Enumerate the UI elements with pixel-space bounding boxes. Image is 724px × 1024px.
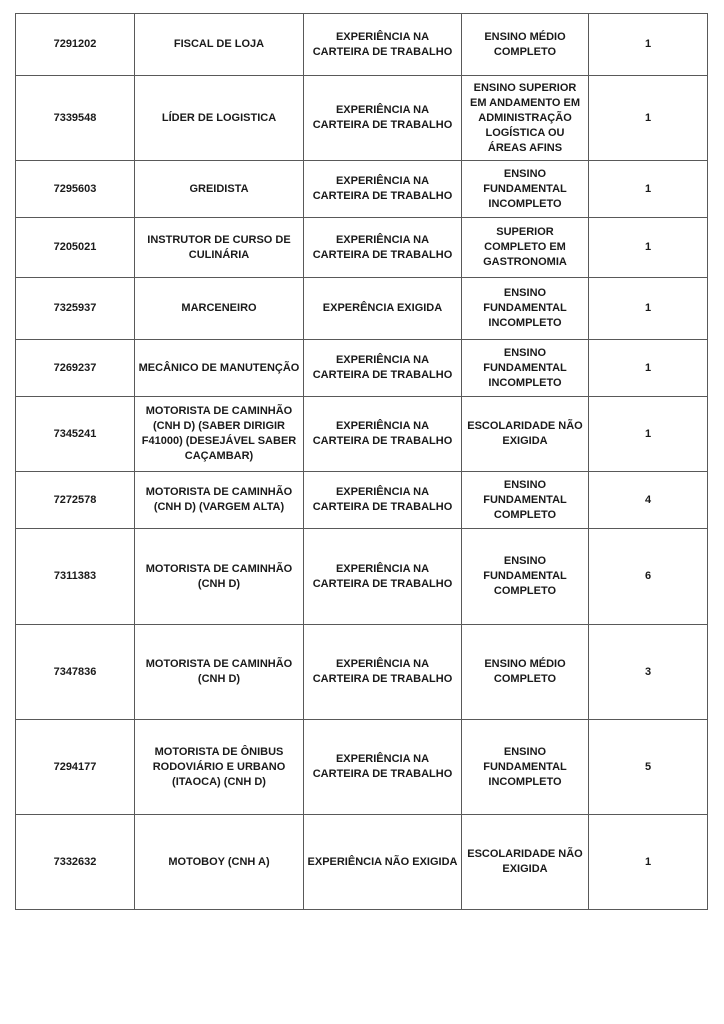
experience-cell: EXPERIÊNCIA NA CARTEIRA DE TRABALHO (304, 397, 462, 472)
education-cell: ESCOLARIDADE NÃO EXIGIDA (462, 815, 589, 910)
job-vacancies-table (15, 13, 708, 910)
openings-cell: 1 (589, 397, 708, 472)
vacancy-code-cell: 7325937 (16, 278, 135, 340)
experience-cell: EXPERIÊNCIA NA CARTEIRA DE TRABALHO (304, 76, 462, 161)
table-row (16, 278, 708, 340)
openings-cell: 3 (589, 625, 708, 720)
position-cell: MOTOBOY (CNH A) (135, 815, 304, 910)
education-cell: ENSINO FUNDAMENTAL INCOMPLETO (462, 161, 589, 218)
experience-cell: EXPERIÊNCIA NA CARTEIRA DE TRABALHO (304, 340, 462, 397)
position-cell: MOTORISTA DE CAMINHÃO (CNH D) (VARGEM ALTA) (135, 472, 304, 529)
education-cell: ENSINO FUNDAMENTAL INCOMPLETO (462, 340, 589, 397)
vacancy-code-cell: 7345241 (16, 397, 135, 472)
experience-cell: EXPERIÊNCIA NA CARTEIRA DE TRABALHO (304, 625, 462, 720)
experience-cell: EXPERÊNCIA EXIGIDA (304, 278, 462, 340)
table-row (16, 76, 708, 161)
position-cell: MOTORISTA DE CAMINHÃO (CNH D) (SABER DIRIGIR F41000) (DESEJÁVEL SABER CAÇAMBAR) (135, 397, 304, 472)
openings-cell: 1 (589, 161, 708, 218)
openings-cell: 1 (589, 14, 708, 76)
table-row (16, 397, 708, 472)
openings-cell: 1 (589, 340, 708, 397)
experience-cell: EXPERIÊNCIA NA CARTEIRA DE TRABALHO (304, 218, 462, 278)
openings-cell: 1 (589, 278, 708, 340)
experience-cell: EXPERIÊNCIA NA CARTEIRA DE TRABALHO (304, 472, 462, 529)
vacancy-code-cell: 7269237 (16, 340, 135, 397)
vacancy-code-cell: 7294177 (16, 720, 135, 815)
position-cell: FISCAL DE LOJA (135, 14, 304, 76)
experience-cell: EXPERIÊNCIA NA CARTEIRA DE TRABALHO (304, 14, 462, 76)
vacancy-code-cell: 7272578 (16, 472, 135, 529)
experience-cell: EXPERIÊNCIA NÃO EXIGIDA (304, 815, 462, 910)
vacancy-code-cell: 7295603 (16, 161, 135, 218)
position-cell: MOTORISTA DE CAMINHÃO (CNH D) (135, 625, 304, 720)
table-row (16, 815, 708, 910)
table-row (16, 340, 708, 397)
experience-cell: EXPERIÊNCIA NA CARTEIRA DE TRABALHO (304, 161, 462, 218)
experience-cell: EXPERIÊNCIA NA CARTEIRA DE TRABALHO (304, 720, 462, 815)
openings-cell: 1 (589, 218, 708, 278)
table-row (16, 14, 708, 76)
vacancy-code-cell: 7291202 (16, 14, 135, 76)
vacancy-code-cell: 7205021 (16, 218, 135, 278)
openings-cell: 1 (589, 76, 708, 161)
vacancy-code-cell: 7347836 (16, 625, 135, 720)
position-cell: MECÂNICO DE MANUTENÇÃO (135, 340, 304, 397)
openings-cell: 6 (589, 529, 708, 625)
education-cell: ENSINO FUNDAMENTAL INCOMPLETO (462, 278, 589, 340)
position-cell: INSTRUTOR DE CURSO DE CULINÁRIA (135, 218, 304, 278)
position-cell: MOTORISTA DE ÔNIBUS RODOVIÁRIO E URBANO (ITAOCA) (CNH D) (135, 720, 304, 815)
vacancy-code-cell: 7311383 (16, 529, 135, 625)
education-cell: ENSINO MÉDIO COMPLETO (462, 14, 589, 76)
position-cell: MOTORISTA DE CAMINHÃO (CNH D) (135, 529, 304, 625)
openings-cell: 4 (589, 472, 708, 529)
table-row (16, 218, 708, 278)
education-cell: ENSINO SUPERIOR EM ANDAMENTO EM ADMINISTRAÇÃO LOGÍSTICA OU ÁREAS AFINS (462, 76, 589, 161)
education-cell: ENSINO FUNDAMENTAL COMPLETO (462, 472, 589, 529)
position-cell: GREIDISTA (135, 161, 304, 218)
education-cell: ESCOLARIDADE NÃO EXIGIDA (462, 397, 589, 472)
education-cell: ENSINO MÉDIO COMPLETO (462, 625, 589, 720)
table-row (16, 472, 708, 529)
vacancy-code-cell: 7339548 (16, 76, 135, 161)
table-row (16, 529, 708, 625)
experience-cell: EXPERIÊNCIA NA CARTEIRA DE TRABALHO (304, 529, 462, 625)
openings-cell: 1 (589, 815, 708, 910)
openings-cell: 5 (589, 720, 708, 815)
table-row (16, 625, 708, 720)
position-cell: LÍDER DE LOGISTICA (135, 76, 304, 161)
table-row (16, 720, 708, 815)
education-cell: ENSINO FUNDAMENTAL COMPLETO (462, 529, 589, 625)
position-cell: MARCENEIRO (135, 278, 304, 340)
education-cell: SUPERIOR COMPLETO EM GASTRONOMIA (462, 218, 589, 278)
vacancy-code-cell: 7332632 (16, 815, 135, 910)
education-cell: ENSINO FUNDAMENTAL INCOMPLETO (462, 720, 589, 815)
table-row (16, 161, 708, 218)
